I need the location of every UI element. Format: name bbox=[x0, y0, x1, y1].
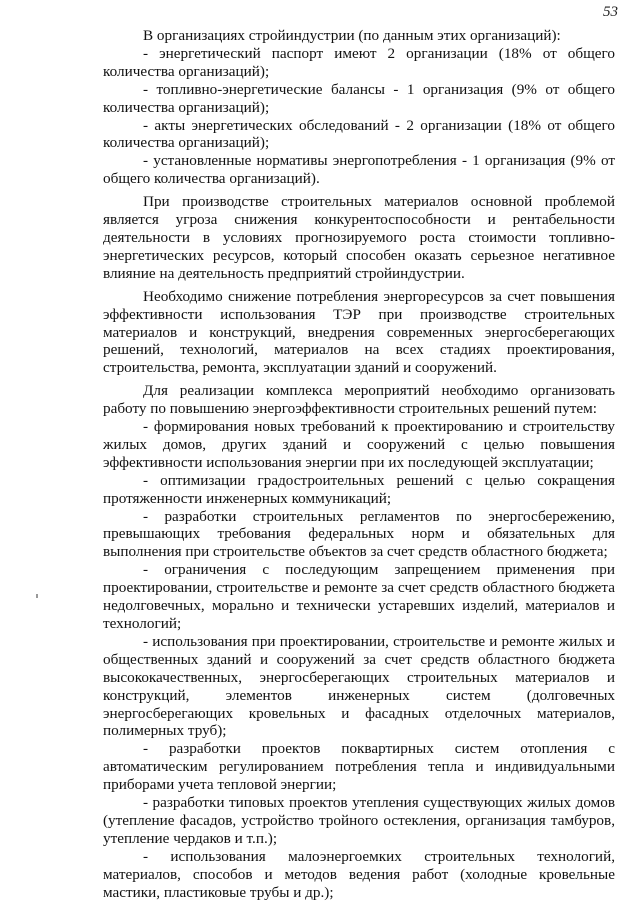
list-item-fuel-balance: - топливно-энергетические балансы - 1 организация (9% от общего количества организаций); bbox=[103, 80, 615, 116]
paragraph-reduction-needed: Необходимо снижение потребления энергоресурсов за счет повышения эффективности использования ТЭР при производстве строительных материалов и конструкций, внедрения современных энергосберегающих решений, технологий, материалов на всех стадиях проектирования, строительства, ремонта, эксплуатации зданий и сооружений. bbox=[103, 287, 615, 377]
list-item-insulation-projects: - разработки типовых проектов утепления существующих жилых домов (утепление фасадов, устройство тройного остекления, организация тамбуров, утепление чердаков и т.п.); bbox=[103, 794, 615, 847]
paragraph-measures-intro: Для реализации комплекса мероприятий необходимо организовать работу по повышению энергоэффективности строительных решений путем: bbox=[103, 382, 615, 418]
page-number: 53 bbox=[603, 4, 618, 20]
list-item-new-requirements: - формирования новых требований к проектированию и строительству жилых домов, других зданий и сооружений с целью повышения эффективности использования энергии при их последующей эксплуатации; bbox=[103, 418, 615, 471]
list-item-consumption-norms: - установленные нормативы энергопотребления - 1 организация (9% от общего количества организаций). bbox=[103, 152, 615, 188]
list-item-heating-systems: - разработки проектов поквартирных систем отопления с автоматическим регулированием потребления тепла и индивидуальными приборами учета тепловой энергии; bbox=[103, 740, 615, 794]
scan-margin-mark bbox=[36, 594, 38, 598]
list-item-energy-passport: - энергетический паспорт имеют 2 организации (18% от общего количества организаций); bbox=[103, 44, 615, 80]
list-item-audit-acts: - акты энергетических обследований - 2 организации (18% от общего количества организаций); bbox=[103, 116, 615, 152]
paragraph-intro: В организациях стройиндустрии (по данным этих организаций): bbox=[143, 27, 561, 44]
paragraph-main-problem: При производстве строительных материалов основной проблемой является угроза снижения конкурентоспособности и рентабельности деятельности в условиях прогнозируемого роста стоимости топливно-энергетических ресурсов, который способен оказать серьезное негативное влияние на деятельность предприятий стройиндустрии. bbox=[103, 193, 615, 282]
list-item-urban-planning: - оптимизации градостроительных решений с целью сокращения протяженности инженерных коммуникаций; bbox=[103, 471, 615, 507]
document-body bbox=[103, 27, 615, 902]
list-item-materials-use: - использования при проектировании, строительстве и ремонте жилых и общественных зданий и сооружений за счет средств областного бюджета высококачественных, энергосберегающих строительных материалов и конструкций, элементов инженерных систем (долговечных энергосберегающих кровельных и фасадных отделочных материалов, полимерных труб); bbox=[103, 632, 615, 740]
list-item-restrictions: - ограничения с последующим запрещением применения при проектировании, строительстве и ремонте за счет средств областного бюджета недолговечных, морально и технически устаревших изделий, материалов и технологий; bbox=[103, 561, 615, 632]
list-item-regulations: - разработки строительных регламентов по энергосбережению, превышающих требования федеральных норм и обязательных для выполнения при строительстве объектов за счет средств областного бюджета; bbox=[103, 507, 615, 561]
list-item-low-energy-tech: - использования малоэнергоемких строительных технологий, материалов, способов и методов ведения работ (холодные кровельные мастики, пластиковые трубы и др.); bbox=[103, 847, 615, 901]
